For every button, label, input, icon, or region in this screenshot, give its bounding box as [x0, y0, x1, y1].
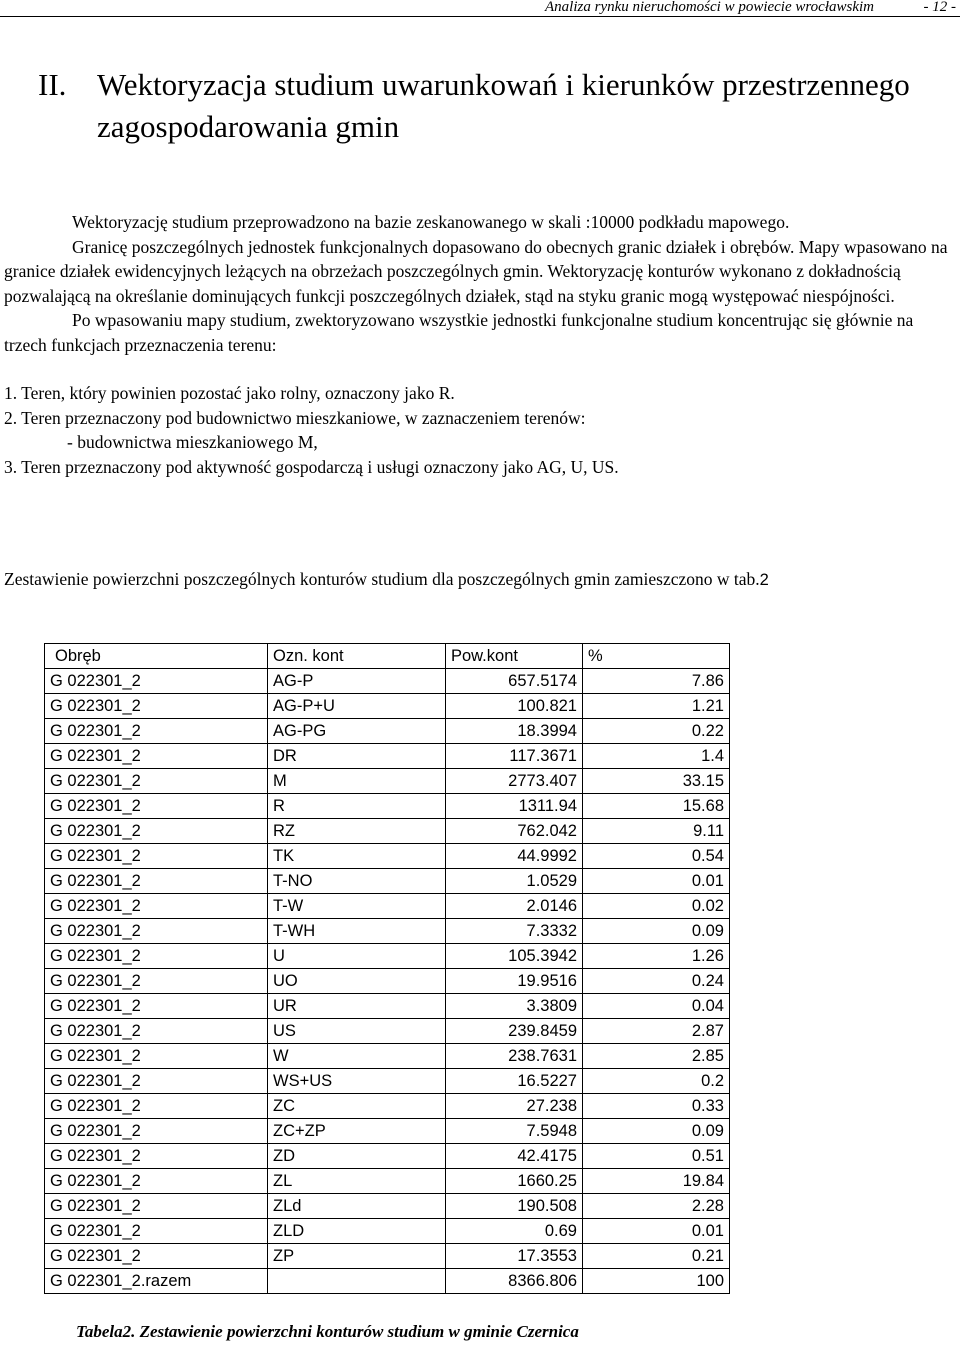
summary-text: Zestawienie powierzchni poszczególnych konturów studium dla poszczególnych gmin zamieszczono w tab.	[4, 569, 760, 589]
cell-pow-kont: 3.3809	[446, 994, 583, 1019]
cell-pow-kont: 117.3671	[446, 744, 583, 769]
chapter-title: Wektoryzacja studium uwarunkowań i kierunków przestrzennego zagospodarowania gmin	[97, 67, 910, 144]
table-row	[45, 1094, 730, 1119]
cell-ozn-kont: UO	[268, 969, 446, 994]
list-item-2: 2. Teren przeznaczony pod budownictwo mieszkaniowe, w zaznaczeniem terenów:	[4, 407, 586, 428]
cell-pow-kont: 238.7631	[446, 1044, 583, 1069]
cell-pow-kont: 44.9992	[446, 844, 583, 869]
cell-percent: 9.11	[583, 819, 730, 844]
cell-obreb: G 022301_2	[45, 769, 268, 794]
table-body	[45, 669, 730, 1294]
chapter-number: II.	[38, 67, 67, 102]
cell-obreb: G 022301_2	[45, 1094, 268, 1119]
cell-obreb: G 022301_2	[45, 1044, 268, 1069]
cell-percent: 15.68	[583, 794, 730, 819]
cell-percent: 0.01	[583, 869, 730, 894]
cell-pow-kont: 762.042	[446, 819, 583, 844]
table-row	[45, 944, 730, 969]
cell-percent: 1.26	[583, 944, 730, 969]
cell-obreb: G 022301_2	[45, 1119, 268, 1144]
cell-pow-kont: 190.508	[446, 1194, 583, 1219]
cell-obreb: G 022301_2	[45, 719, 268, 744]
cell-pow-kont: 239.8459	[446, 1019, 583, 1044]
table-row	[45, 769, 730, 794]
list-item-2-sub: - budownictwa mieszkaniowego M,	[67, 432, 318, 452]
table-row	[45, 1119, 730, 1144]
cell-percent: 1.21	[583, 694, 730, 719]
cell-percent: 1.4	[583, 744, 730, 769]
cell-ozn-kont: RZ	[268, 819, 446, 844]
cell-ozn-kont: U	[268, 944, 446, 969]
cell-obreb: G 022301_2	[45, 1169, 268, 1194]
list-item-1: 1. Teren, który powinien pozostać jako rolny, oznaczony jako R.	[4, 383, 455, 403]
cell-percent: 0.09	[583, 1119, 730, 1144]
cell-pow-kont: 2.0146	[446, 894, 583, 919]
cell-ozn-kont: ZP	[268, 1244, 446, 1269]
cell-percent: 0.21	[583, 1244, 730, 1269]
cell-ozn-kont: AG-P+U	[268, 694, 446, 719]
table-row	[45, 969, 730, 994]
cell-obreb: G 022301_2	[45, 1194, 268, 1219]
cell-ozn-kont: T-W	[268, 894, 446, 919]
table-row	[45, 694, 730, 719]
cell-obreb: G 022301_2	[45, 1019, 268, 1044]
cell-percent: 2.85	[583, 1044, 730, 1069]
body-text	[4, 210, 954, 479]
cell-pow-kont: 2773.407	[446, 769, 583, 794]
cell-ozn-kont: WS+US	[268, 1069, 446, 1094]
table-row	[45, 994, 730, 1019]
cell-obreb: G 022301_2	[45, 994, 268, 1019]
cell-pow-kont: 42.4175	[446, 1144, 583, 1169]
table-row	[45, 819, 730, 844]
cell-pow-kont: 1311.94	[446, 794, 583, 819]
cell-pow-kont: 7.5948	[446, 1119, 583, 1144]
list-item-3: 3. Teren przeznaczony pod aktywność gospodarczą i usługi oznaczony jako AG, U, US.	[4, 456, 619, 477]
cell-obreb: G 022301_2	[45, 1219, 268, 1244]
table-row	[45, 919, 730, 944]
cell-obreb: G 022301_2	[45, 694, 268, 719]
cell-percent: 7.86	[583, 669, 730, 694]
cell-ozn-kont: UR	[268, 994, 446, 1019]
cell-obreb: G 022301_2	[45, 969, 268, 994]
cell-percent: 0.51	[583, 1144, 730, 1169]
cell-ozn-kont: ZC	[268, 1094, 446, 1119]
cell-ozn-kont: TK	[268, 844, 446, 869]
cell-pow-kont: 7.3332	[446, 919, 583, 944]
cell-percent: 0.04	[583, 994, 730, 1019]
cell-obreb: G 022301_2	[45, 944, 268, 969]
cell-percent: 0.33	[583, 1094, 730, 1119]
cell-pow-kont: 657.5174	[446, 669, 583, 694]
cell-obreb: G 022301_2	[45, 1144, 268, 1169]
cell-ozn-kont: ZLD	[268, 1219, 446, 1244]
cell-ozn-kont	[268, 1269, 446, 1294]
table-caption: Tabela2. Zestawienie powierzchni konturów studium w gminie Czernica	[76, 1322, 579, 1341]
cell-ozn-kont: DR	[268, 744, 446, 769]
cell-percent: 0.01	[583, 1219, 730, 1244]
cell-percent: 100	[583, 1269, 730, 1294]
cell-obreb: G 022301_2	[45, 1244, 268, 1269]
cell-pow-kont: 8366.806	[446, 1269, 583, 1294]
cell-obreb: G 022301_2.razem	[45, 1269, 268, 1294]
contours-table	[44, 643, 730, 1294]
cell-percent: 0.54	[583, 844, 730, 869]
header-cell-pow-kont: Pow.kont	[446, 644, 583, 669]
table-row	[45, 894, 730, 919]
cell-ozn-kont: T-WH	[268, 919, 446, 944]
cell-pow-kont: 19.9516	[446, 969, 583, 994]
cell-obreb: G 022301_2	[45, 794, 268, 819]
cell-pow-kont: 105.3942	[446, 944, 583, 969]
table-row	[45, 1244, 730, 1269]
table-row	[45, 744, 730, 769]
cell-ozn-kont: AG-PG	[268, 719, 446, 744]
cell-pow-kont: 17.3553	[446, 1244, 583, 1269]
cell-ozn-kont: W	[268, 1044, 446, 1069]
cell-percent: 0.2	[583, 1069, 730, 1094]
table-row	[45, 1194, 730, 1219]
table-row	[45, 1269, 730, 1294]
cell-percent: 0.09	[583, 919, 730, 944]
cell-percent: 2.28	[583, 1194, 730, 1219]
cell-obreb: G 022301_2	[45, 819, 268, 844]
cell-ozn-kont: T-NO	[268, 869, 446, 894]
page-number: - 12 -	[923, 0, 956, 15]
cell-obreb: G 022301_2	[45, 869, 268, 894]
cell-ozn-kont: ZL	[268, 1169, 446, 1194]
table-row	[45, 1169, 730, 1194]
spacer	[4, 357, 954, 381]
cell-ozn-kont: R	[268, 794, 446, 819]
table-row	[45, 844, 730, 869]
table-row	[45, 1069, 730, 1094]
cell-ozn-kont: M	[268, 769, 446, 794]
cell-pow-kont: 16.5227	[446, 1069, 583, 1094]
cell-pow-kont: 1660.25	[446, 1169, 583, 1194]
table-row	[45, 794, 730, 819]
table-row	[45, 669, 730, 694]
cell-percent: 2.87	[583, 1019, 730, 1044]
paragraph-functions: Po wpasowaniu mapy studium, zwektoryzowano wszystkie jednostki funkcjonalne studium koncentrując się głównie na trzech funkcjach przeznaczenia terenu:	[4, 310, 914, 355]
cell-ozn-kont: AG-P	[268, 669, 446, 694]
summary-paragraph	[4, 567, 954, 593]
cell-pow-kont: 0.69	[446, 1219, 583, 1244]
cell-pow-kont: 1.0529	[446, 869, 583, 894]
cell-pow-kont: 27.238	[446, 1094, 583, 1119]
cell-ozn-kont: ZLd	[268, 1194, 446, 1219]
cell-pow-kont: 100.821	[446, 694, 583, 719]
cell-obreb: G 022301_2	[45, 744, 268, 769]
header-cell-percent: %	[583, 644, 730, 669]
table-row	[45, 869, 730, 894]
cell-percent: 0.22	[583, 719, 730, 744]
cell-ozn-kont: ZD	[268, 1144, 446, 1169]
header-title: Analiza rynku nieruchomości w powiecie wrocławskim	[545, 0, 874, 15]
cell-percent: 0.02	[583, 894, 730, 919]
summary-table-ref: 2	[759, 571, 769, 589]
cell-obreb: G 022301_2	[45, 1069, 268, 1094]
paragraph-scan-basis: Wektoryzację studium przeprowadzono na bazie zeskanowanego w skali :10000 podkładu mapowego.	[72, 212, 790, 232]
table-row	[45, 1219, 730, 1244]
cell-percent: 0.24	[583, 969, 730, 994]
header-cell-ozn-kont: Ozn. kont	[268, 644, 446, 669]
cell-percent: 33.15	[583, 769, 730, 794]
cell-obreb: G 022301_2	[45, 894, 268, 919]
cell-ozn-kont: US	[268, 1019, 446, 1044]
paragraph-boundaries: Granicę poszczególnych jednostek funkcjonalnych dopasowano do obecnych granic działek i obrębów. Mapy wpasowano na granice działek ewidencyjnych leżących na obrzeżach poszczególnych gmin. Wektoryzację konturów wykonano z dokładnością pozwalającą na określanie dominujących funkcji poszczególnych działek, stąd na styku granic mogą występować niespójności.	[4, 236, 948, 306]
table-header-row	[45, 644, 730, 669]
table-row	[45, 1144, 730, 1169]
cell-percent: 19.84	[583, 1169, 730, 1194]
cell-obreb: G 022301_2	[45, 844, 268, 869]
table-row	[45, 1019, 730, 1044]
cell-obreb: G 022301_2	[45, 669, 268, 694]
cell-ozn-kont: ZC+ZP	[268, 1119, 446, 1144]
table-row	[45, 1044, 730, 1069]
cell-pow-kont: 18.3994	[446, 719, 583, 744]
header-cell-obreb: Obręb	[45, 644, 268, 669]
cell-obreb: G 022301_2	[45, 919, 268, 944]
table-row	[45, 719, 730, 744]
running-header	[0, 0, 960, 17]
